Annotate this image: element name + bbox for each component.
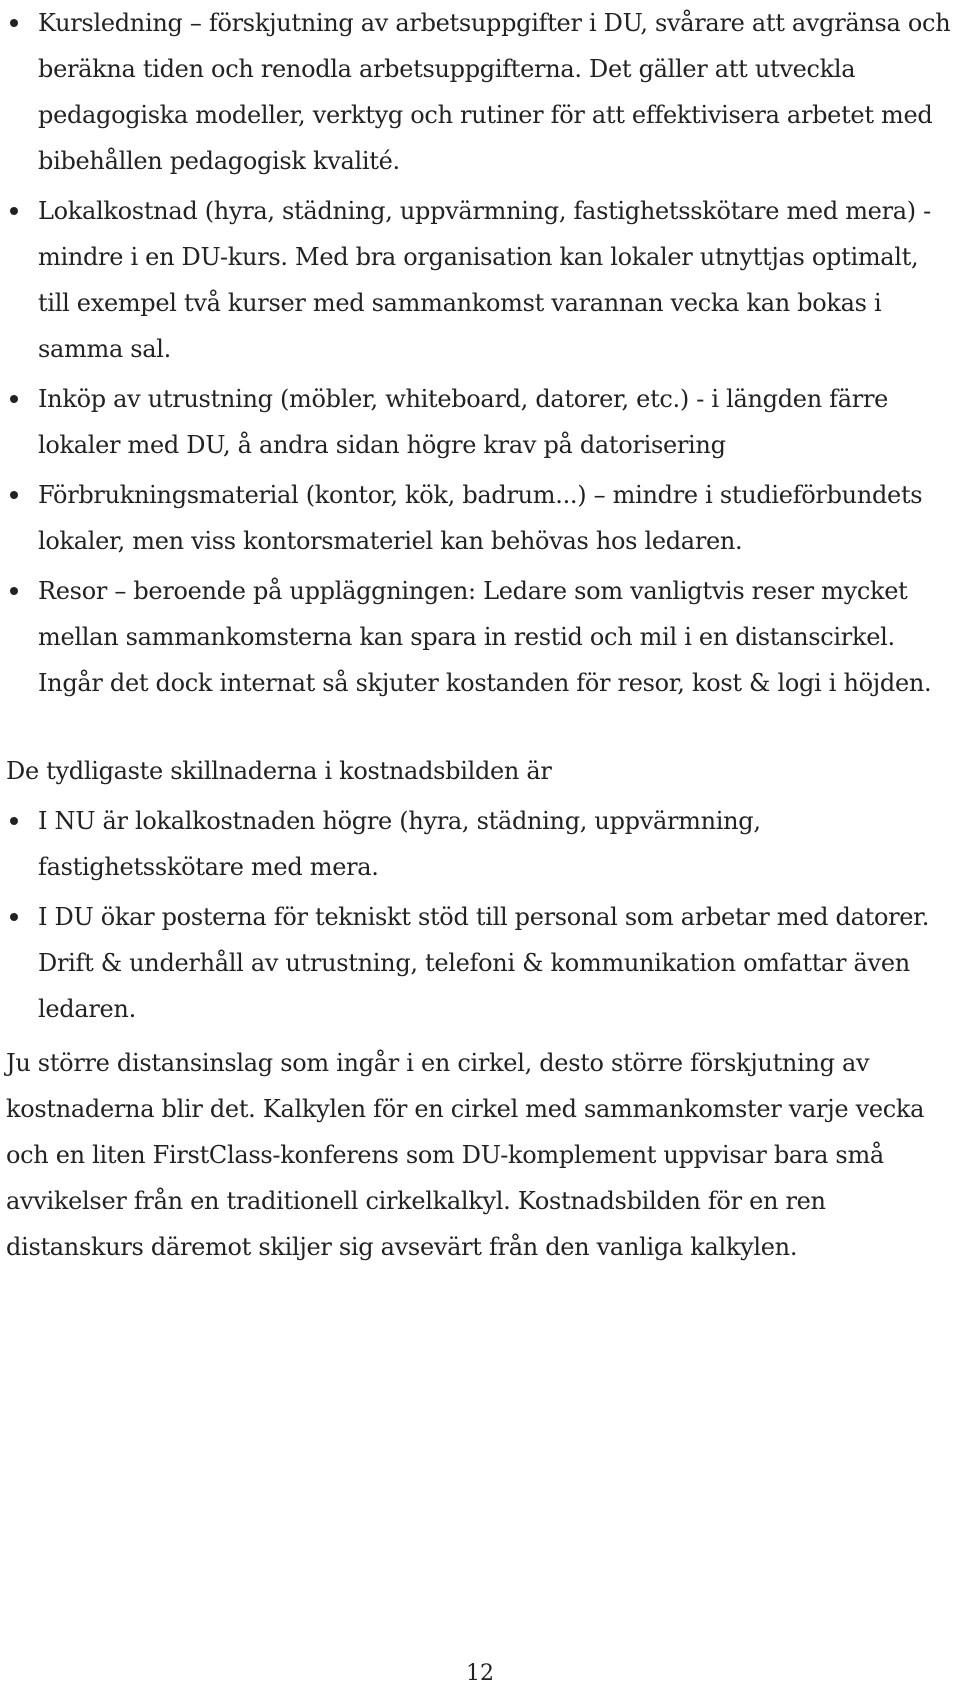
bullet-icon: [10, 19, 18, 27]
list-item-text: Lokalkostnad (hyra, städning, uppvärmning, fastighetsskötare med mera) - mindre i en DU-kurs. Med bra organisation kan lokaler utnyttjas optimalt, till exempel två kurser med sammankomst varannan vecka kan bokas i samma sal.: [38, 197, 931, 363]
bullet-icon: [10, 207, 18, 215]
bullet-icon: [10, 913, 18, 921]
list-item-text: Resor – beroende på uppläggningen: Ledare som vanligtvis reser mycket mellan sammankomsterna kan spara in restid och mil i en distanscirkel. Ingår det dock internat så skjuter kostanden för resor, kost & logi i höjden.: [38, 577, 932, 697]
page-number: 12: [466, 1661, 494, 1686]
list-item: [6, 472, 956, 564]
page-content: [6, 0, 956, 1270]
list-item: [6, 798, 956, 890]
list-item: [6, 568, 956, 706]
bullet-icon: [10, 587, 18, 595]
bullet-icon: [10, 817, 18, 825]
list-item-text: Inköp av utrustning (möbler, whiteboard, datorer, etc.) - i längden färre lokaler med DU, å andra sidan högre krav på datorisering: [38, 385, 889, 459]
bullet-icon: [10, 395, 18, 403]
list-item: [6, 0, 956, 184]
closing-paragraph: Ju större distansinslag som ingår i en cirkel, desto större förskjutning av kostnaderna blir det. Kalkylen för en cirkel med sammankomster varje vecka och en liten FirstClass-konferens som DU-komplement uppvisar bara små avvikelser från en traditionell cirkelkalkyl. Kostnadsbilden för en ren distanskurs däremot skiljer sig avsevärt från den vanliga kalkylen.: [6, 1049, 925, 1261]
list-item-text: I DU ökar posterna för tekniskt stöd till personal som arbetar med datorer. Drift & underhåll av utrustning, telefoni & kommunikation omfattar även ledaren.: [38, 903, 930, 1023]
bullet-icon: [10, 491, 18, 499]
list-item-text: Kursledning – förskjutning av arbetsuppgifter i DU, svårare att avgränsa och beräkna tiden och renodla arbetsuppgifterna. Det gäller att utveckla pedagogiska modeller, verktyg och rutiner för att effektivisera arbetet med bibehållen pedagogisk kvalité.: [38, 9, 951, 175]
differences-heading: De tydligaste skillnaderna i kostnadsbilden är: [6, 757, 552, 785]
list-item-text: I NU är lokalkostnaden högre (hyra, städning, uppvärmning, fastighetsskötare med mera.: [38, 807, 761, 881]
list-item: [6, 894, 956, 1032]
list-item-text: Förbrukningsmaterial (kontor, kök, badrum...) – mindre i studieförbundets lokaler, men viss kontorsmateriel kan behövas hos ledaren.: [38, 481, 923, 555]
differences-list: [6, 798, 956, 1032]
list-item: [6, 188, 956, 372]
cost-factors-list: [6, 0, 956, 706]
list-item: [6, 376, 956, 468]
